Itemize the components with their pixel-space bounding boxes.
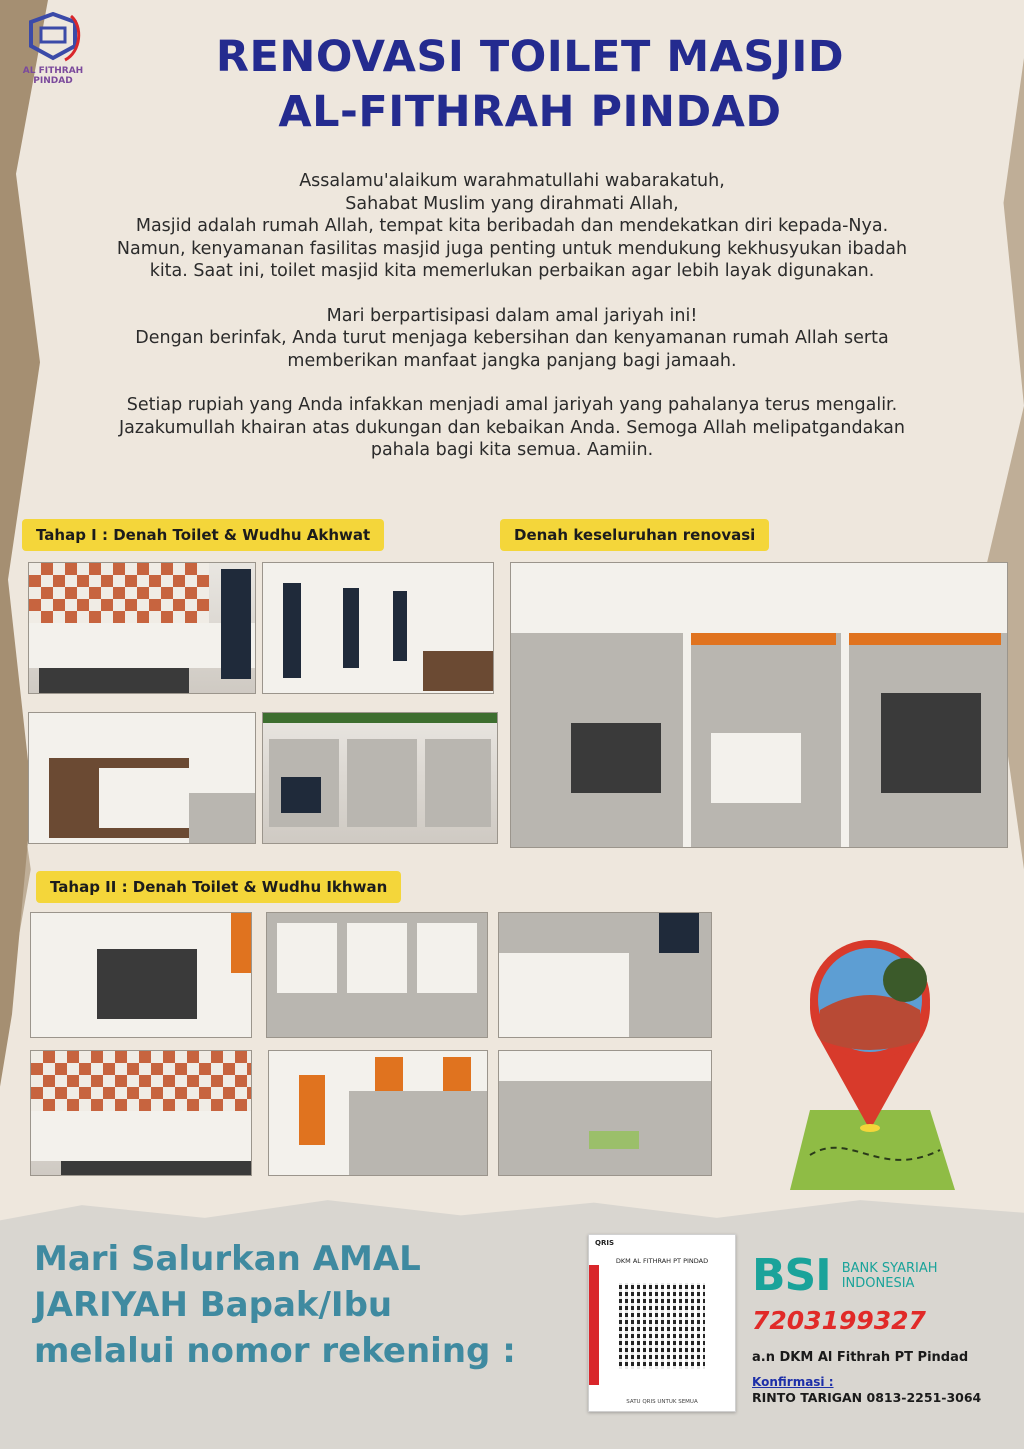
bank-name-line: BANK SYARIAH [841, 1260, 938, 1276]
render-akhwat-sink [28, 712, 256, 844]
intro-line: Mari berpartisipasi dalam amal jariyah ini! [326, 305, 698, 326]
logo-text-2: PINDAD [33, 76, 73, 86]
account-holder: a.n DKM Al Fithrah PT Pindad [752, 1350, 969, 1365]
render-akhwat-topview [262, 712, 498, 844]
qris-footer: SATU QRIS UNTUK SEMUA [626, 1399, 698, 1405]
intro-line: Masjid adalah rumah Allah, tempat kita beribadah dan mendekatkan diri kepada-Nya. [135, 216, 889, 236]
intro-line: kita. Saat ini, toilet masjid kita memerlukan perbaikan agar lebih layak digunakan. [149, 261, 875, 281]
intro-paragraph-2 [40, 305, 984, 373]
cta-line: JARIYAH Bapak/Ibu [34, 1285, 393, 1325]
qris-accent [589, 1265, 599, 1385]
qris-header: QRIS [595, 1239, 614, 1247]
qris-merchant-name: DKM AL FITHRAH PT PINDAD [615, 1257, 709, 1265]
tahap-2-label: Tahap II : Denah Toilet & Wudhu Ikhwan [36, 871, 401, 903]
bsi-bank-name [842, 1261, 938, 1291]
render-overall-plan [510, 562, 1008, 848]
intro-line: Assalamu'alaikum warahmatullahi wabarakatuh, [299, 171, 725, 191]
intro-line: Jazakumullah khairan atas dukungan dan kebaikan Anda. Semoga Allah melipatgandakan [119, 417, 905, 438]
render-ikhwan-corridor [498, 1050, 712, 1176]
contact-person: RINTO TARIGAN 0813-2251-3064 [752, 1390, 982, 1405]
render-ikhwan-toilets-side [498, 912, 712, 1038]
title-line-1: RENOVASI TOILET MASJID [215, 32, 845, 82]
overall-plan-label: Denah keseluruhan renovasi [500, 519, 769, 551]
page-title [90, 30, 970, 140]
logo-text-1: AL FITHRAH [22, 66, 84, 76]
intro-line: memberikan manfaat jangka panjang bagi jamaah. [287, 350, 737, 371]
cta-line: melalui nomor rekening : [34, 1331, 516, 1371]
mosque-logo [16, 12, 90, 86]
title-line-2: AL-FITHRAH PINDAD [278, 87, 782, 137]
intro-line: Setiap rupiah yang Anda infakkan menjadi amal jariyah yang pahalanya terus mengalir. [126, 395, 898, 415]
bank-name-line: INDONESIA [841, 1275, 915, 1291]
cta-line: Mari Salurkan AMAL [34, 1239, 421, 1279]
intro-paragraph-3 [40, 394, 984, 462]
account-number: 7203199327 [752, 1306, 926, 1335]
tahap-1-label: Tahap I : Denah Toilet & Wudhu Akhwat [22, 519, 384, 551]
render-ikhwan-doors [268, 1050, 488, 1176]
render-ikhwan-wudhu-1 [30, 912, 252, 1038]
al-fithrah-logo-icon [21, 12, 85, 66]
render-ikhwan-toilets-top [266, 912, 488, 1038]
intro-line: pahala bagi kita semua. Aamiin. [370, 440, 654, 460]
bsi-logo-text: BSI [752, 1250, 831, 1301]
intro-text [40, 170, 984, 484]
donation-call-to-action [34, 1236, 564, 1374]
render-akhwat-toilets [262, 562, 494, 694]
render-ikhwan-wudhu-2 [30, 1050, 252, 1176]
qr-code-icon[interactable] [619, 1283, 705, 1369]
intro-line: Sahabat Muslim yang dirahmati Allah, [345, 193, 679, 214]
intro-line: Dengan berinfak, Anda turut menjaga kebersihan dan kenyamanan rumah Allah serta [135, 328, 889, 348]
intro-line: Namun, kenyamanan fasilitas masjid juga penting untuk mendukung kekhusyukan ibadah [116, 238, 908, 259]
render-akhwat-wudhu [28, 562, 256, 694]
bsi-logo [752, 1250, 1012, 1301]
konfirmasi-label: Konfirmasi : [752, 1375, 834, 1389]
intro-paragraph-1 [40, 170, 984, 283]
qris-card[interactable] [588, 1234, 736, 1412]
location-pin-icon [780, 910, 960, 1190]
